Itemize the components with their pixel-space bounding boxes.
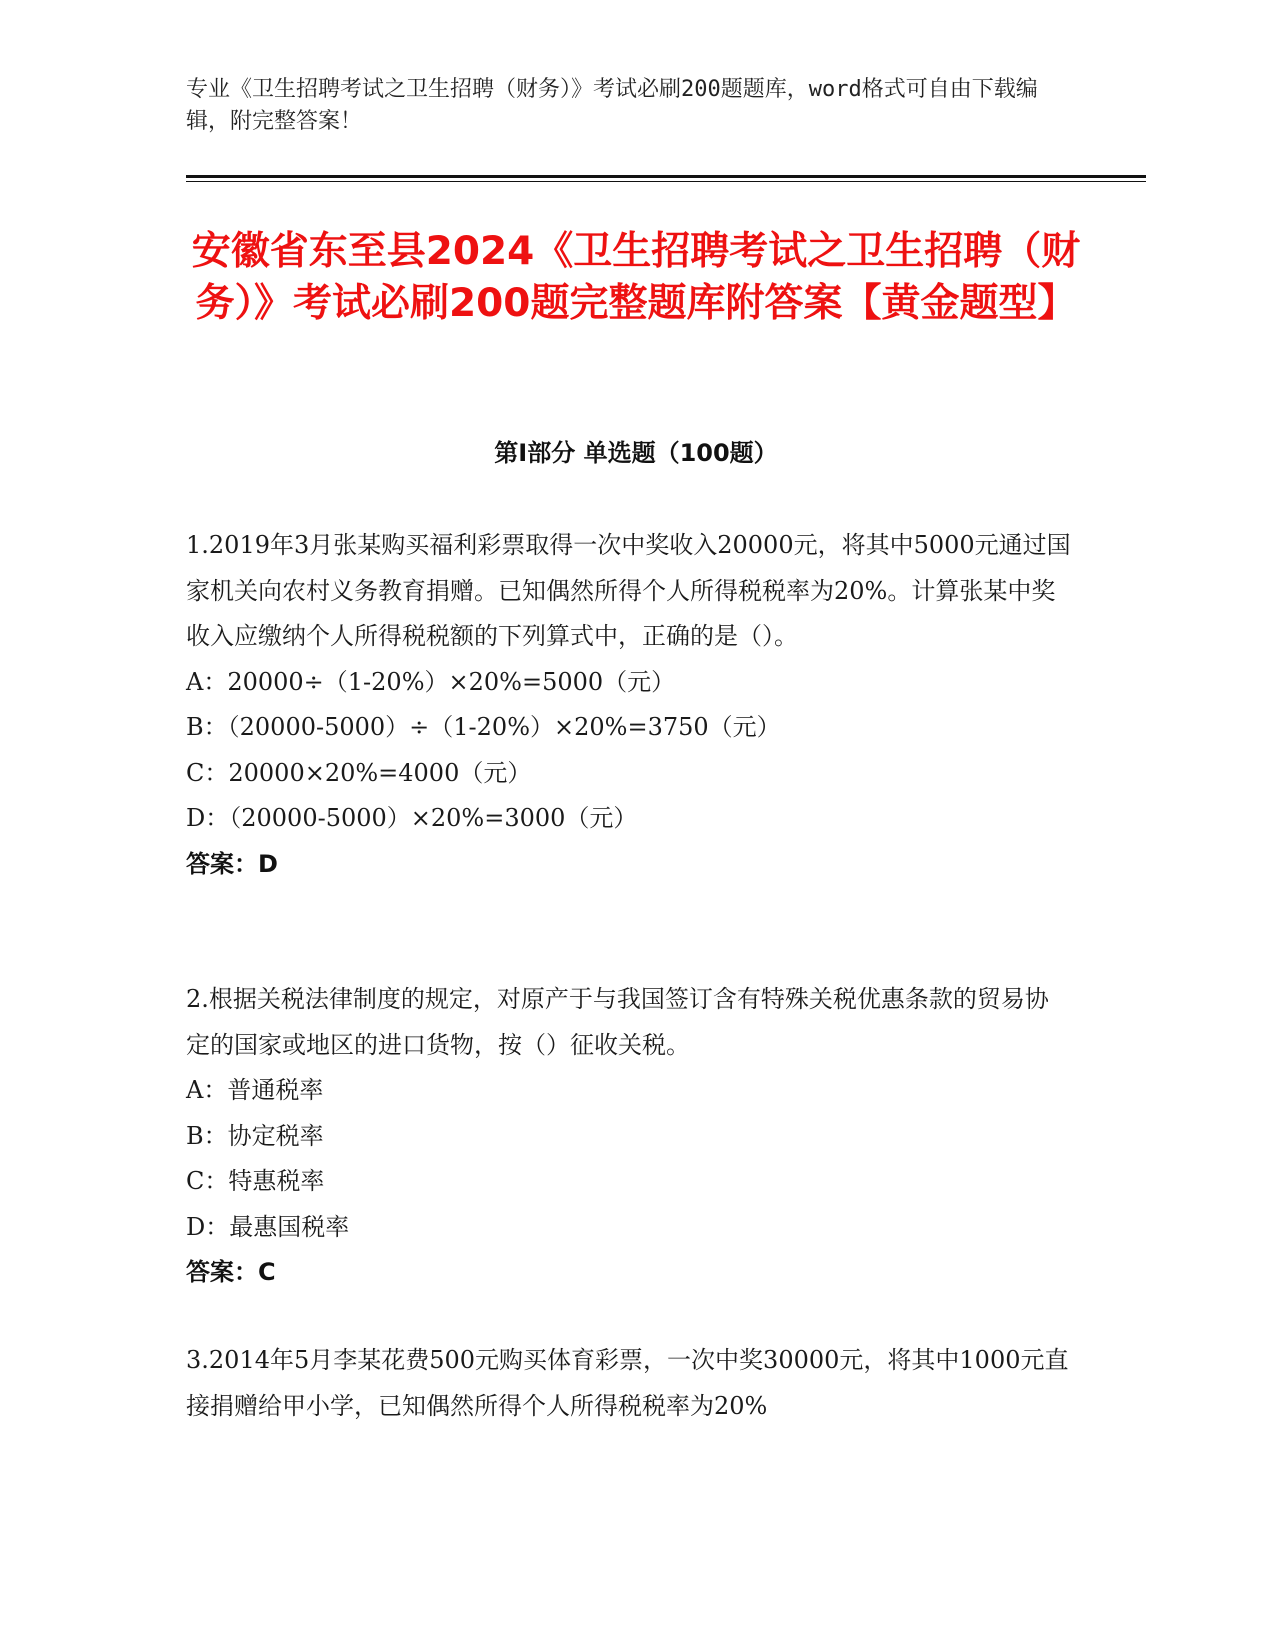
answer-label: 答案：D — [186, 849, 278, 878]
option-d: D：（20000-5000）×20%=3000（元） — [186, 804, 638, 832]
option-c: C：20000×20%=4000（元） — [186, 758, 532, 787]
section-heading: 第I部分 单选题（100题） — [494, 439, 778, 467]
question-2 — [186, 977, 1071, 1296]
question-stem: 2.根据关税法律制度的规定，对原产于与我国签订含有特殊关税优惠条款的贸易协定的国家或地区的进口货物，按（）征收关税。 — [186, 985, 1049, 1059]
option-b: B：（20000-5000）÷（1-20%）×20%=3750（元） — [186, 713, 781, 741]
header-note: 专业《卫生招聘考试之卫生招聘（财务）》考试必刷200题题库，word格式可自由下载编辑，附完整答案！ — [186, 77, 1038, 134]
question-3 — [186, 1338, 1071, 1429]
question-stem: 3.2014年5月李某花费500元购买体育彩票，一次中奖30000元，将其中1000元直接捐赠给甲小学，已知偶然所得个人所得税税率为20% — [186, 1346, 1069, 1420]
document-title: 安徽省东至县2024《卫生招聘考试之卫生招聘（财务）》考试必刷200题完整题库附答案【黄金题型】 — [191, 229, 1081, 326]
option-d: D：最惠国税率 — [186, 1212, 350, 1241]
question-1 — [186, 523, 1071, 887]
option-c: C：特惠税率 — [186, 1167, 325, 1195]
answer-label: 答案：C — [186, 1258, 276, 1286]
question-stem: 1.2019年3月张某购买福利彩票取得一次中奖收入20000元，将其中5000元通过国家机关向农村义务教育捐赠。已知偶然所得个人所得税税率为20%。计算张某中奖收入应缴纳个人所得税税额的下列算式中，正确的是（）。 — [186, 531, 1071, 650]
option-a: A：普通税率 — [186, 1076, 324, 1104]
option-a: A：20000÷（1-20%）×20%=5000（元） — [186, 667, 676, 696]
header-divider-thin — [186, 181, 1146, 182]
header-divider-thick — [186, 175, 1146, 178]
option-b: B：协定税率 — [186, 1121, 324, 1150]
